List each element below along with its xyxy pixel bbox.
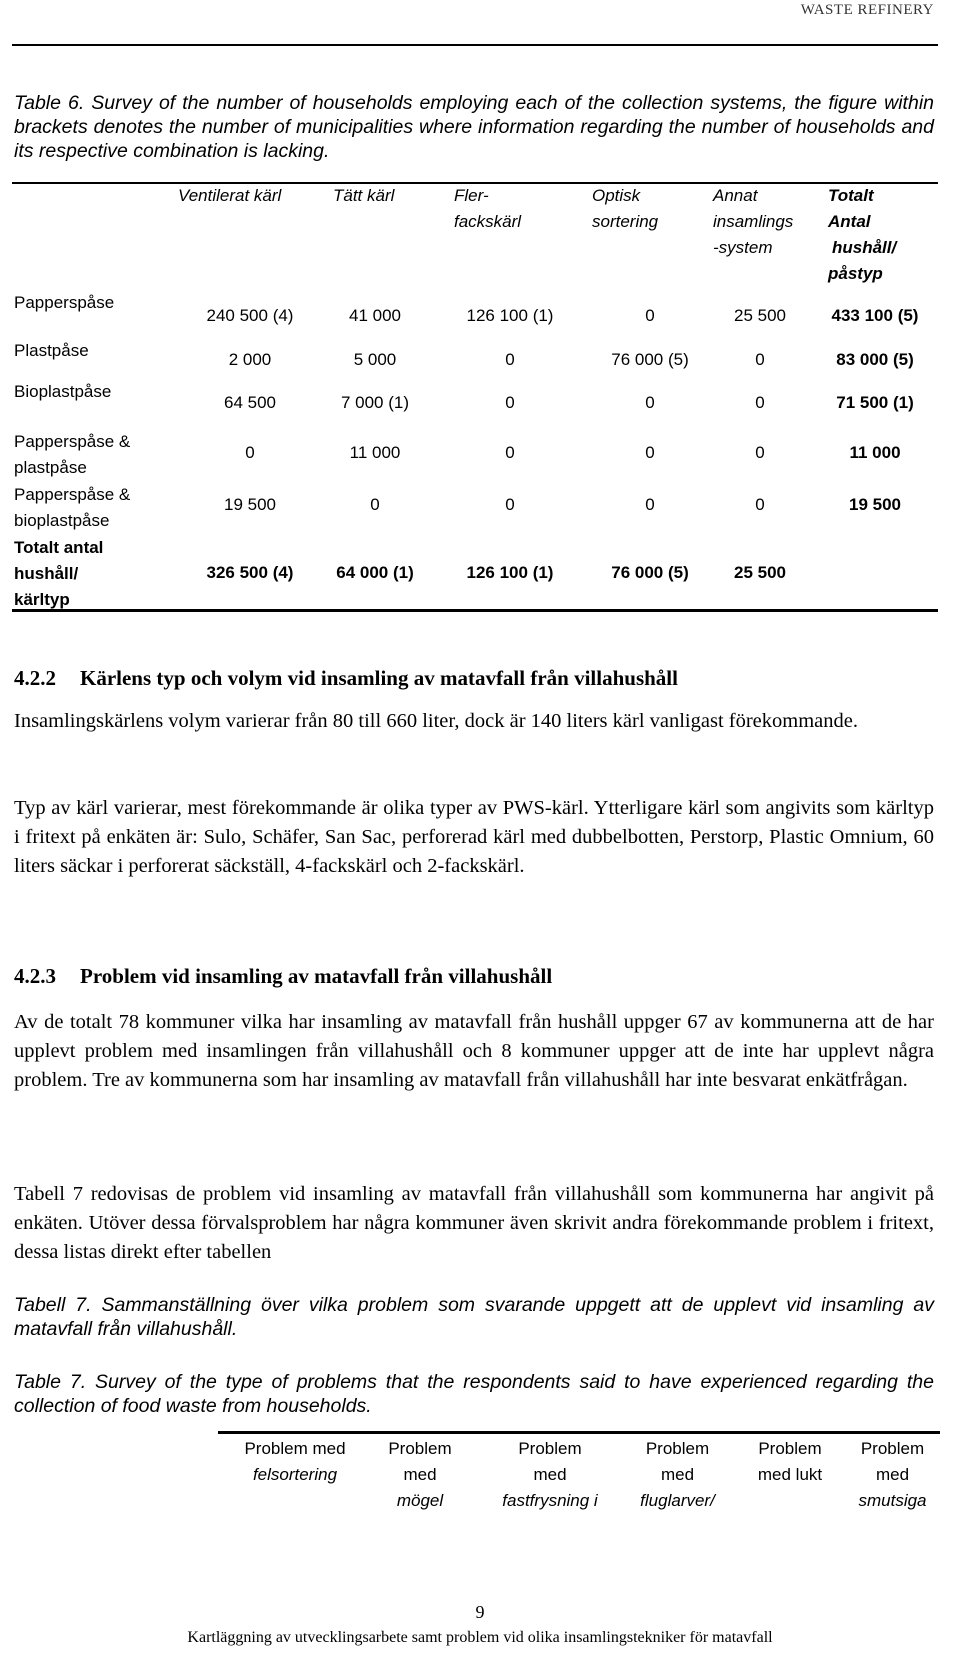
- table6-col-header-3: Fler- fackskärl: [454, 186, 522, 231]
- table7-col-header-4: Problem med fluglarver/: [640, 1439, 715, 1510]
- table6-row-label-1: Papperspåse: [14, 293, 115, 312]
- table6-cell: 5 000: [353, 350, 397, 369]
- table6-cell: 0: [370, 495, 380, 514]
- table6-cell: 326 500 (4): [206, 563, 294, 582]
- table6-cell: 64 000 (1): [336, 563, 414, 582]
- table7-col-header-2: Problem med mögel: [388, 1439, 452, 1510]
- table6-col-header-5: Annat insamlings -system: [713, 186, 794, 257]
- table7-col-header-3: Problem med fastfrysning i: [502, 1439, 598, 1510]
- paragraph: Tabell 7 redovisas de problem vid insamling av matavfall från villahushåll som kommunerna har angivit på enkäten. Utöver dessa förvalsproblem har några kommuner även skrivit andra förekommande problem i fritext, dessa listas direkt efter tabellen: [14, 1183, 934, 1263]
- running-header: WASTE REFINERY: [800, 2, 934, 18]
- table6-cell: 64 500: [224, 393, 276, 412]
- table7-col-header-1: Problem med felsortering: [244, 1439, 346, 1484]
- table6-col-header-1: Ventilerat kärl: [178, 186, 282, 205]
- table6-cell: 7 000 (1): [340, 393, 410, 412]
- page-number: 9: [475, 1602, 485, 1622]
- section-number: 4.2.3: [14, 964, 56, 988]
- table6-cell: 0: [645, 306, 655, 325]
- table6-cell: 0: [505, 350, 515, 369]
- table7-top-rule: [218, 1431, 940, 1434]
- table6-cell: 0: [245, 443, 255, 462]
- table6-cell: 0: [645, 443, 655, 462]
- footer-text: Kartläggning av utvecklingsarbete samt problem vid olika insamlingstekniker för matavfall: [187, 1629, 773, 1646]
- table7-col-header-6: Problem med smutsiga: [858, 1439, 927, 1510]
- table6-cell: 0: [755, 443, 765, 462]
- table6-cell: 0: [755, 393, 765, 412]
- table6-cell: 240 500 (4): [206, 306, 294, 325]
- table6-cell: 25 500: [734, 306, 786, 325]
- table6-cell: 19 500: [849, 495, 901, 514]
- table6-cell: 41 000: [349, 306, 401, 325]
- table6-row-label-5: Papperspåse & bioplastpåse: [14, 485, 131, 530]
- table6-cell: 71 500 (1): [836, 393, 914, 412]
- table7-col-header-5: Problem med lukt: [757, 1439, 823, 1484]
- table6-cell: 2 000: [228, 350, 272, 369]
- section-title: Problem vid insamling av matavfall från villahushåll: [80, 964, 553, 988]
- table6-cell: 11 000: [349, 443, 401, 462]
- table6-row-label-6: Totalt antal hushåll/ kärltyp: [14, 538, 104, 609]
- table6-cell: 0: [755, 350, 765, 369]
- table6-cell: 19 500: [224, 495, 276, 514]
- table6-col-header-4: Optisk sortering: [592, 186, 659, 231]
- section-number: 4.2.2: [14, 666, 56, 690]
- table6-cell: 0: [755, 495, 765, 514]
- table6-cell: 76 000 (5): [611, 563, 689, 582]
- paragraph: Typ av kärl varierar, mest förekommande är olika typer av PWS-kärl. Ytterligare kärl som angivits som kärltyp i fritext på enkäten är: Sulo, Schäfer, San Sac, perforerad kärl med dubbelbotten, Perstorp, Plastic Omnium, 60 liters säckar i perforerat säckställ, 4-fackskärl och 2-fackskärl.: [14, 797, 934, 877]
- table6-col-header-2: Tätt kärl: [333, 186, 395, 205]
- table7-caption-en: Table 7. Survey of the type of problems that the respondents said to have experienced regarding the collection of food waste from households.: [14, 1371, 934, 1417]
- table6-cell: 0: [505, 495, 515, 514]
- table6-cell: 433 100 (5): [831, 306, 919, 325]
- table6-row-label-3: Bioplastpåse: [14, 382, 112, 401]
- table6-col-header-6: Totalt Antal hushåll/ påstyp: [828, 186, 897, 283]
- table6-cell: 83 000 (5): [836, 350, 914, 369]
- table6-row-label-2: Plastpåse: [14, 341, 89, 360]
- table6-cell: 76 000 (5): [611, 350, 689, 369]
- table6-cell: 25 500: [734, 563, 786, 582]
- table6-cell: 0: [505, 443, 515, 462]
- section-title: Kärlens typ och volym vid insamling av matavfall från villahushåll: [80, 666, 678, 690]
- table6-cell: 11 000: [849, 443, 901, 462]
- table6-cell: 0: [645, 495, 655, 514]
- table6-cell: 0: [505, 393, 515, 412]
- table6-caption: Table 6. Survey of the number of households employing each of the collection systems, the figure within brackets denotes the number of municipalities where information regarding the number of households and its respective combination is lacking.: [14, 92, 934, 162]
- table6-row-label-4: Papperspåse & plastpåse: [14, 432, 131, 477]
- paragraph: Av de totalt 78 kommuner vilka har insamling av matavfall från hushåll uppger 67 av kommunerna att de har upplevt problem med insamlingen från villahushåll och 8 kommuner uppger att de inte har upplevt några problem. Tre av kommunerna som har insamling av matavfall från villahushåll har inte besvarat enkätfrågan.: [14, 1011, 934, 1091]
- table7-caption-sv: Tabell 7. Sammanställning över vilka problem som svarande uppgett att de upplevt vid insamling av matavfall från villahushåll.: [14, 1294, 934, 1340]
- table6-cell: 126 100 (1): [466, 306, 554, 325]
- table6-cell: 0: [645, 393, 655, 412]
- paragraph: Insamlingskärlens volym varierar från 80 till 660 liter, dock är 140 liters kärl vanligast förekommande.: [14, 710, 858, 732]
- table6-cell: 126 100 (1): [466, 563, 554, 582]
